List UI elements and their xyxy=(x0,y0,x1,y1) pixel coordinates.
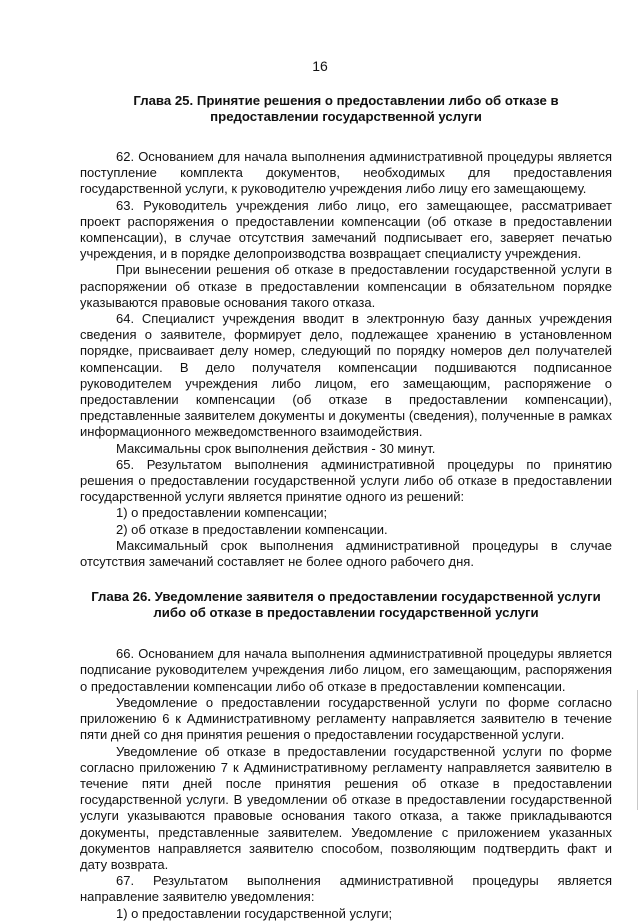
paragraph-67: 67. Результатом выполнения административной процедуры является направление заявителю уведомления: xyxy=(80,873,612,905)
paragraph-max-time: Максимальны срок выполнения действия - 30 минут. xyxy=(116,440,436,456)
paragraph-notice-refusal: Уведомление об отказе в предоставлении государственной услуги по форме согласно приложению 7 к Административному регламенту направляется заявителю в течение пяти дней после принятия решения об отказе в предоставлении государственной услуги. В уведомлении об отказе в предоставлении государственной услуги указываются правовые основания такого отказа, а также прикладываются документы, представленные заявителем. Уведомление с приложением указанных документов направляется заявителю способом, позволяющим подтвердить факт и дату возврата. xyxy=(80,743,612,872)
document-content xyxy=(80,93,612,922)
paragraph-63: 63. Руководитель учреждения либо лицо, его замещающее, рассматривает проект распоряжения о предоставлении компенсации (об отказе в предоставлении компенсации), в случае отсутствия замечаний подписывает его, заверяет печатью учреждения, и в порядке делопроизводства возвращает специалисту учреждения. xyxy=(80,197,612,262)
list-item-1: 1) о предоставлении компенсации; xyxy=(116,505,328,521)
paragraph-66: 66. Основанием для начала выполнения административной процедуры является подписание руководителем учреждения либо лицом, его замещающим, распоряжения о предоставлении компенсации либо об отказе в предоставлении компенсации. xyxy=(80,646,612,694)
list-item-67-1: 1) о предоставлении государственной услуги; xyxy=(116,905,393,921)
paragraph-max-term: Максимальный срок выполнения административной процедуры в случае отсутствия замечаний составляет не более одного рабочего дня. xyxy=(80,537,612,570)
page-number: 16 xyxy=(312,58,328,74)
scan-edge-mark xyxy=(637,690,638,810)
chapter-26-title: Глава 26. Уведомление заявителя о предоставлении государственной услуги либо об отказе в предоставлении государственной услуги xyxy=(91,589,601,621)
paragraph-65: 65. Результатом выполнения административной процедуры по принятию решения о предоставлении государственной услуги либо об отказе в предоставлении государственной услуги является принятие одного из решений: xyxy=(80,456,612,505)
list-item-2: 2) об отказе в предоставлении компенсации. xyxy=(116,521,388,537)
paragraph-refusal-grounds: При вынесении решения об отказе в предоставлении государственной услуги в распоряжении об отказе в предоставлении компенсации в обязательном порядке указываются правовые основания такого отказа. xyxy=(80,262,612,310)
paragraph-64: 64. Специалист учреждения вводит в электронную базу данных учреждения сведения о заявителе, формирует дело, подлежащее хранению в установленном порядке, присваивает делу номер, следующий по порядку номеров дел получателей компенсации. В дело получателя компенсации подшиваются подписанное руководителем учреждения либо лицом, его замещающим, распоряжение о предоставлении компенсации (об отказе в предоставлении компенсации), представленные заявителем документы и документы (сведения), полученные в рамках информационного межведомственного взаимодействия. xyxy=(80,311,612,440)
chapter-25-title: Глава 25. Принятие решения о предоставлении либо об отказе в предоставлении государственной услуги xyxy=(133,93,559,124)
paragraph-62: 62. Основанием для начала выполнения административной процедуры является поступление комплекта документов, необходимых для предоставления государственной услуги, к руководителю учреждения либо лицу его замещающему. xyxy=(80,149,612,197)
paragraph-notice-grant: Уведомление о предоставлении государственной услуги по форме согласно приложению 6 к Административному регламенту направляется заявителю в течение пяти дней со дня принятия решения о предоставлении государственной услуги. xyxy=(80,694,612,743)
